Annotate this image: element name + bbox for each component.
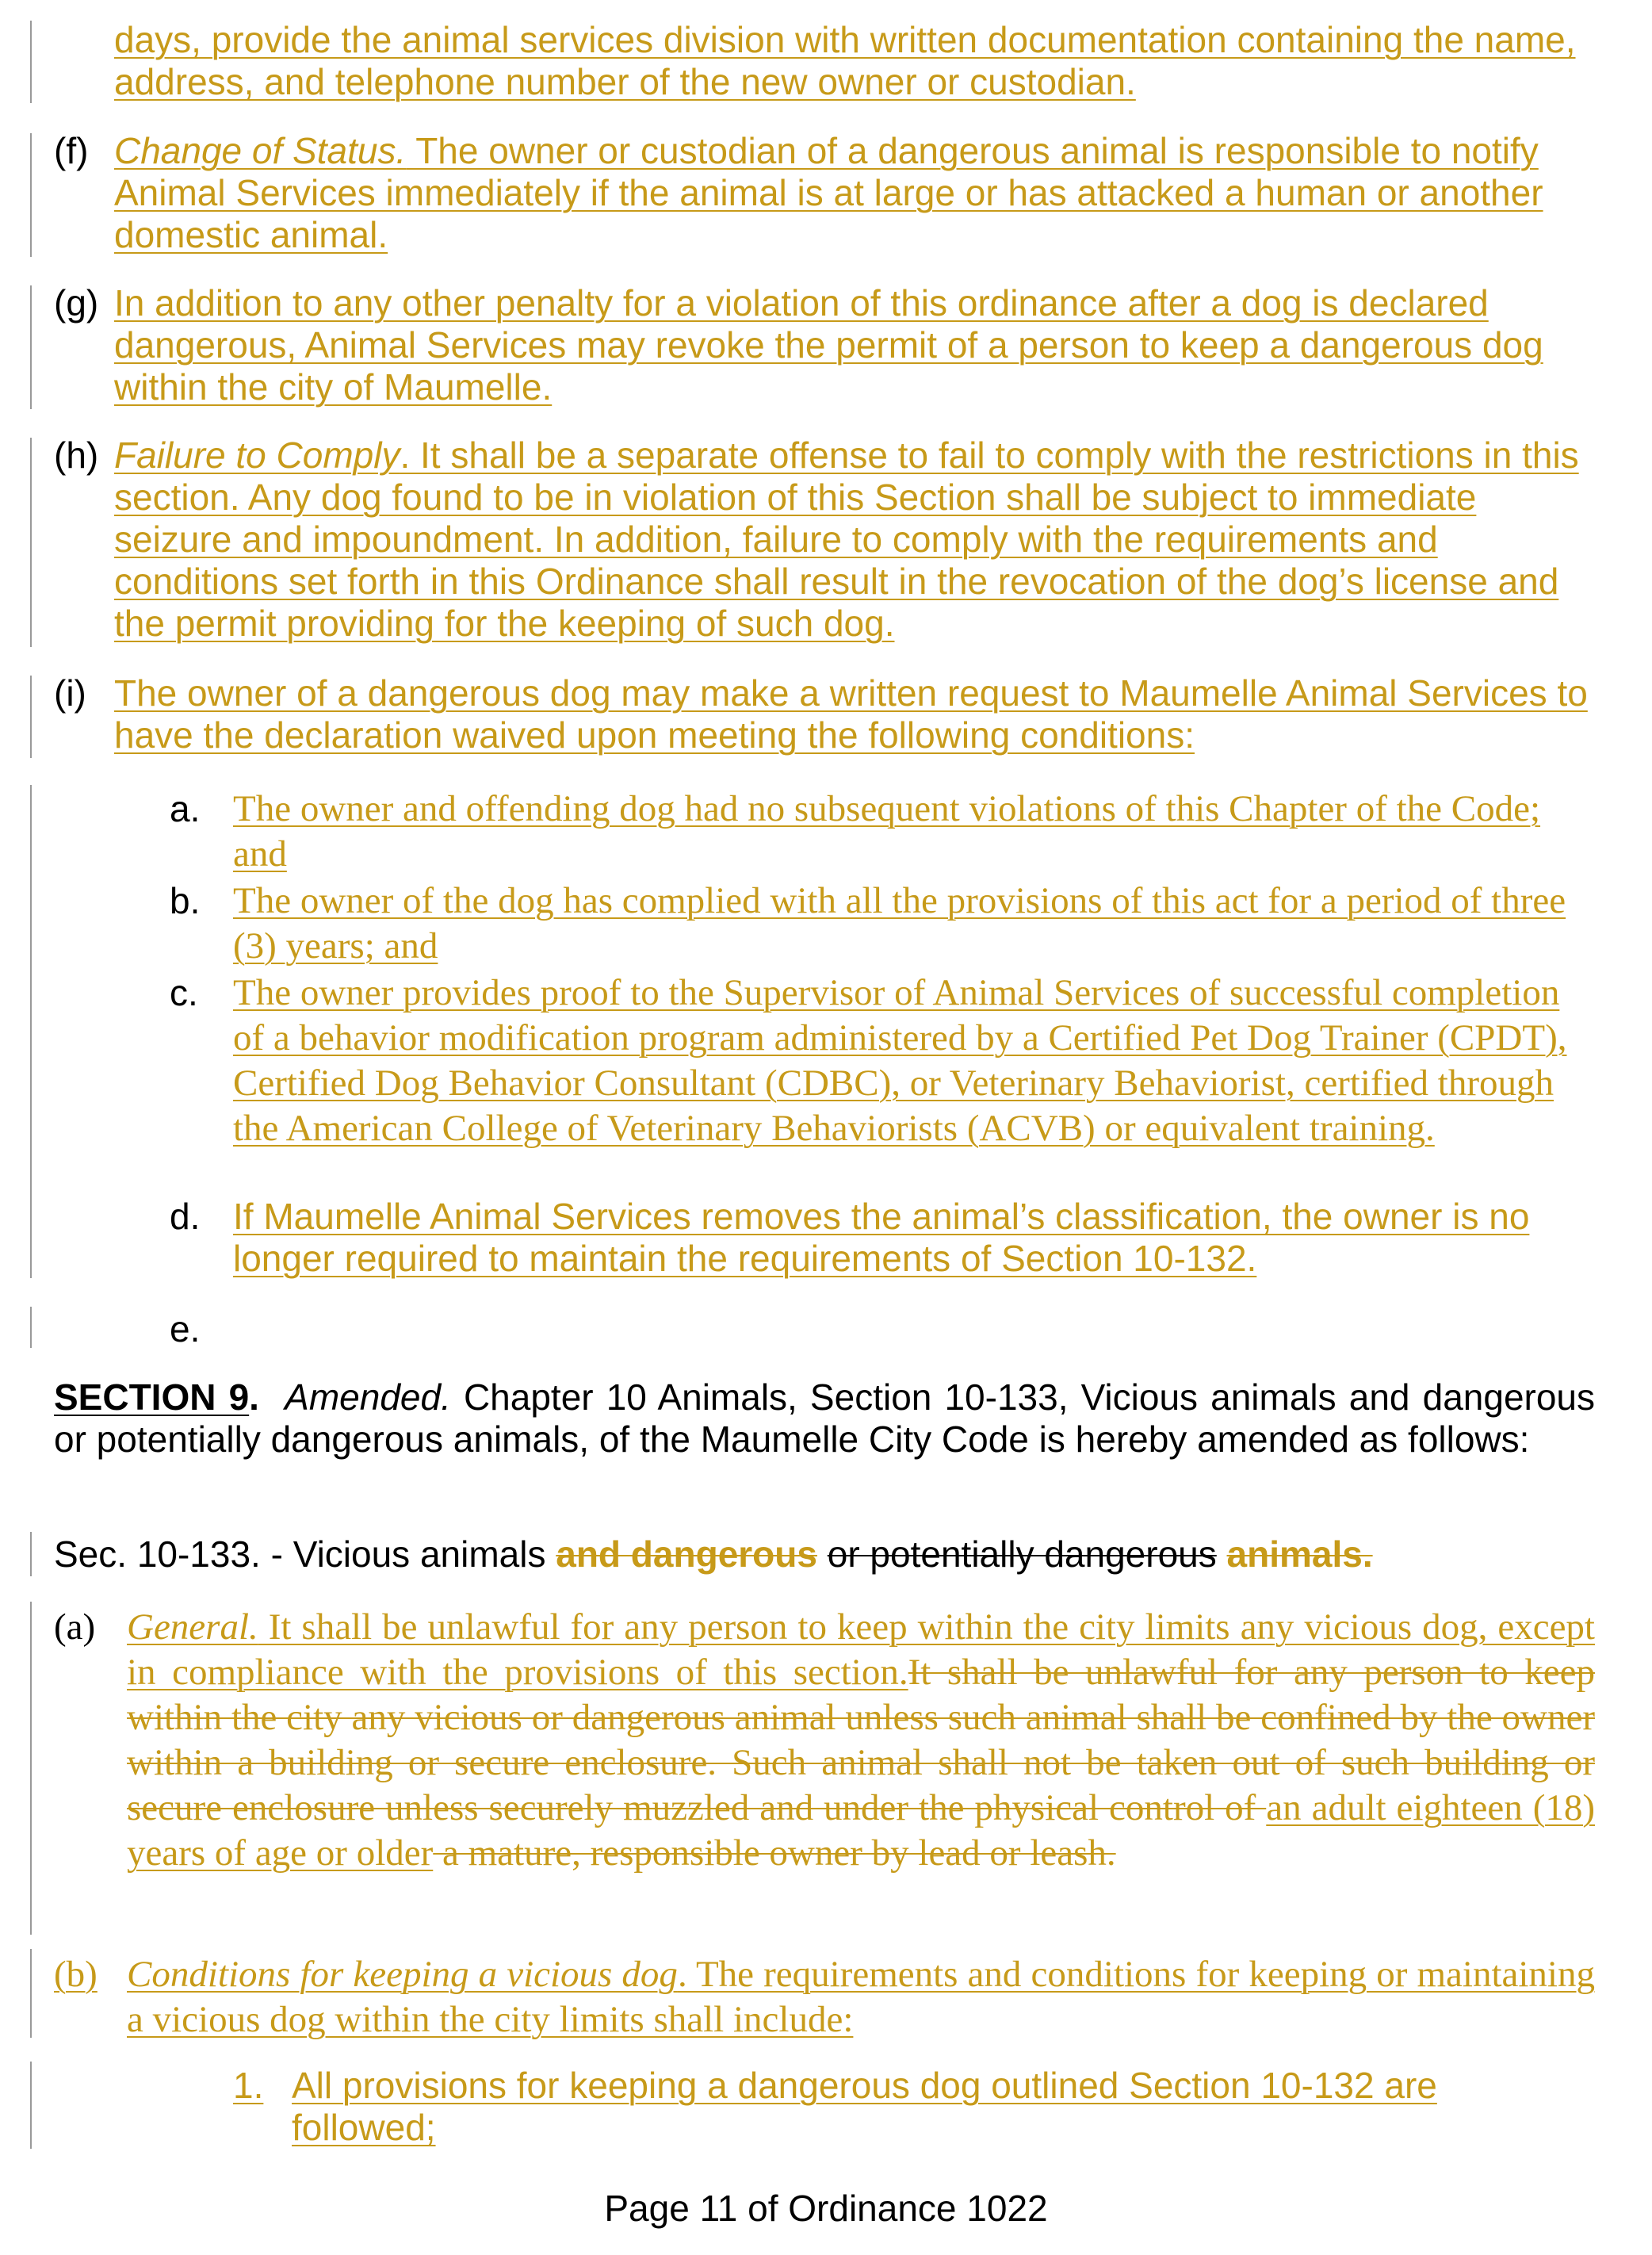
section-heading-period: .	[249, 1376, 259, 1418]
item-label: (i)	[54, 672, 86, 714]
condition-text: If Maumelle Animal Services removes the animal’s classification, the owner is no longer required to maintain the requirements of Section 10-132.	[233, 1196, 1530, 1279]
section-9-text	[54, 1376, 1595, 1461]
item-text	[114, 130, 1597, 256]
change-bar	[30, 1307, 32, 1348]
para-a-deleted-2: a mature, responsible owner by lead or leash.	[433, 1832, 1116, 1874]
item-body: . It shall be a separate offense to fail to comply with the restrictions in this section. Any dog found to be in violation of this Section shall be subject to immediate seizure and impoundment. In addition, failure to comply with the requirements and conditions set forth in this Ordinance shall result in the revocation of the dog’s license and the permit providing for the keeping of such dog.	[114, 435, 1579, 644]
change-bar	[30, 2062, 32, 2149]
para-a-label: (a)	[54, 1606, 96, 1648]
continued-text: days, provide the animal services division with written documentation containing the name, address, and telephone number of the new owner or custodian.	[114, 19, 1576, 102]
change-bar	[30, 1949, 32, 2038]
list-item-label: 1.	[233, 2065, 264, 2106]
condition-text: The owner provides proof to the Supervisor of Animal Services of successful completion of a behavior modification program administered by a Certified Pet Dog Trainer (CPDT), Certified Dog Behavior Consultant (CDBC), or Veterinary Behaviorist, certified through the American College of Veterinary Behaviorists (ACVB) or equivalent training.	[233, 972, 1567, 1149]
para-a-deleted-1: It shall be unlawful for any person to keep within the city any vicious or dangerous animal unless such animal shall be confined by the owner within a building or secure enclosure. Such animal shall not be taken out of such building or secure enclosure unless securely muzzled and under the physical control of	[127, 1652, 1595, 1828]
sec-title-line	[54, 1533, 1595, 1575]
para-a-text	[127, 1605, 1595, 1876]
para-a-inserted-2: an adult eighteen (18) years of age or older	[127, 1787, 1595, 1874]
para-b-title: Conditions for keeping a vicious dog	[127, 1954, 678, 1995]
item-label: (g)	[54, 282, 99, 324]
section-amended: Amended.	[285, 1376, 451, 1418]
para-b-body: . The requirements and conditions for keeping or maintaining a vicious dog within the city limits shall include:	[127, 1954, 1595, 2040]
condition-label: c.	[170, 972, 198, 1013]
item-body: The owner or custodian of a dangerous animal is responsible to notify Animal Services immediately if the animal is at large or has attacked a human or another domestic animal.	[114, 130, 1543, 255]
condition-text: The owner of the dog has complied with all the provisions of this act for a period of three (3) years; and	[233, 880, 1566, 967]
item-text	[114, 435, 1597, 645]
item-body: The owner of a dangerous dog may make a written request to Maumelle Animal Services to have the declaration waived upon meeting the following conditions:	[114, 672, 1588, 756]
change-bar	[30, 676, 32, 758]
sec-title-prefix: Sec. 10-133. - Vicious animals	[54, 1533, 556, 1575]
section-heading: SECTION 9	[54, 1376, 250, 1418]
item-title: Change of Status.	[114, 130, 407, 171]
change-bar	[30, 133, 32, 257]
change-bar	[30, 438, 32, 647]
item-label: (f)	[54, 130, 89, 171]
condition-text: The owner and offending dog had no subsequent violations of this Chapter of the Code; and	[233, 788, 1541, 875]
item-body: In addition to any other penalty for a violation of this ordinance after a dog is declared dangerous, Animal Services may revoke the permit of a person to keep a dangerous dog within the city of Maumelle.	[114, 282, 1543, 408]
change-bar	[30, 1532, 32, 1576]
item-title: Failure to Comply	[114, 435, 400, 476]
sec-title-space	[817, 1533, 828, 1575]
para-a-title: General.	[127, 1606, 258, 1648]
condition-label: b.	[170, 880, 201, 921]
item-label: (h)	[54, 435, 99, 476]
condition-label: e.	[170, 1308, 201, 1350]
change-bar	[30, 785, 32, 1278]
change-bar	[30, 285, 32, 409]
change-bar	[30, 21, 32, 103]
sec-title-inserted-and-dangerous: and dangerous	[556, 1533, 817, 1575]
section-body: Chapter 10 Animals, Section 10-133, Vicious animals and dangerous or potentially dangerous animals, of the Maumelle City Code is hereby amended as follows:	[54, 1376, 1596, 1460]
condition-label: a.	[170, 788, 201, 829]
page-footer: Page 11 of Ordinance 1022	[604, 2188, 1048, 2229]
sec-title-deleted: or potentially dangerous	[827, 1533, 1217, 1575]
list-item-text: All provisions for keeping a dangerous dog outlined Section 10-132 are followed;	[292, 2065, 1437, 2148]
sec-title-inserted-animals: animals.	[1226, 1533, 1373, 1575]
condition-label: d.	[170, 1196, 201, 1237]
para-a-inserted: It shall be unlawful for any person to keep within the city limits any vicious dog, except in compliance with the provisions of this section.	[127, 1606, 1595, 1693]
change-bar	[30, 1602, 32, 1935]
para-b-label: (b)	[54, 1954, 98, 1995]
para-b-text	[127, 1952, 1595, 2043]
